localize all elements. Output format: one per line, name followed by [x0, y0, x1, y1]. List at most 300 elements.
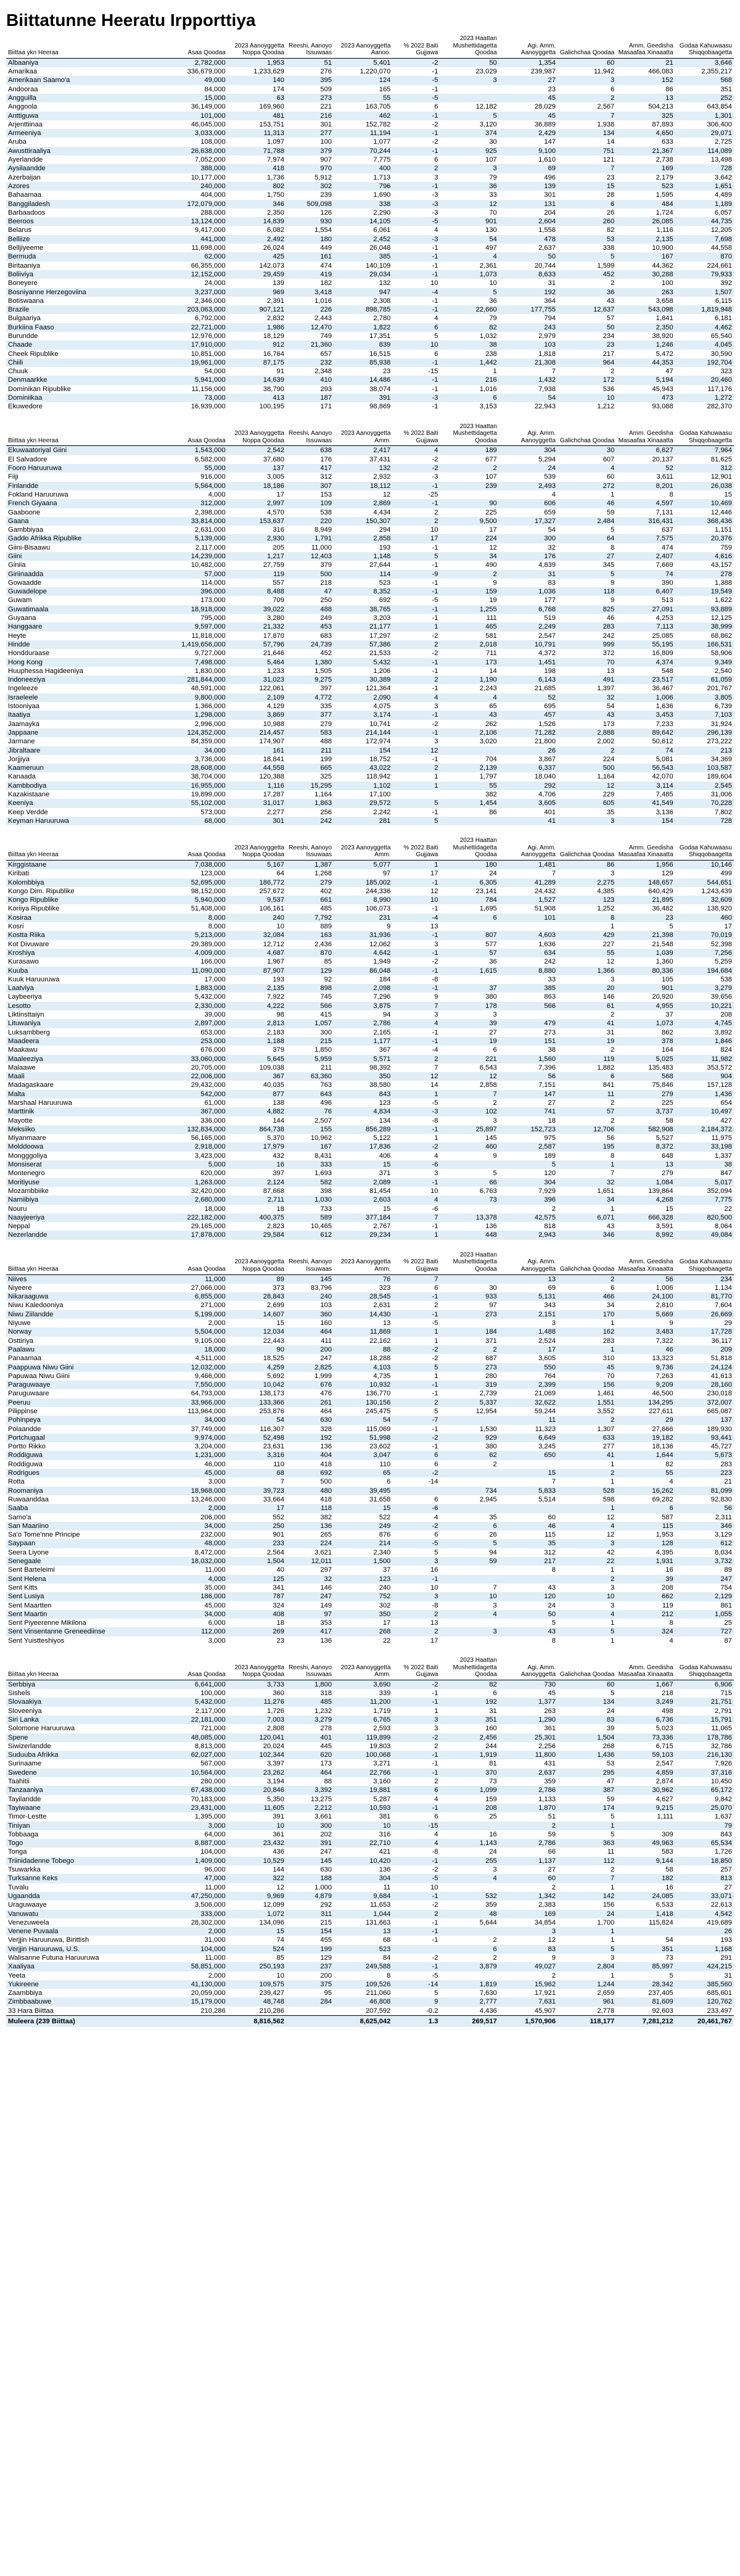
- requests-cell: 5,350: [267, 1795, 284, 1803]
- ratio-cell: 1,999: [314, 1372, 332, 1380]
- responses-cell: 14,430: [369, 1310, 391, 1318]
- baptized-cell: 12: [606, 958, 615, 966]
- publishers-cell: 12: [489, 1073, 497, 1081]
- country-col-header: Biittaa ykn Heeraa: [8, 1671, 59, 1678]
- requests-cell: 2,823: [267, 1223, 284, 1231]
- table-row: [6, 350, 734, 358]
- average-cell: 18,040: [534, 773, 556, 781]
- percent-change-cell: 13: [430, 923, 438, 931]
- memorial-cell: 824: [720, 1046, 732, 1054]
- table-row: [6, 808, 734, 817]
- publishers-cell: 94: [489, 1548, 497, 1556]
- requests-cell: 408: [273, 1610, 284, 1618]
- table-header-row: [6, 836, 734, 860]
- requests-cell: 68: [276, 1469, 284, 1477]
- table-row: [6, 279, 734, 287]
- congregations-cell: 74: [665, 570, 673, 578]
- table-row: [6, 1575, 734, 1583]
- publishers-cell: 2: [493, 1954, 497, 1962]
- ratio-cell: 676: [320, 1381, 332, 1389]
- ratio-cell: 176: [320, 455, 332, 463]
- memorial-cell: 189,930: [707, 1425, 732, 1433]
- population-cell: 15,000: [204, 94, 226, 102]
- country-cell: Siwizerlandde: [8, 1742, 51, 1750]
- percent-change-cell: -1: [432, 905, 438, 913]
- table-row: [6, 1231, 734, 1239]
- baptized-cell: 4: [610, 464, 615, 473]
- publishers-cell: [440, 975, 498, 984]
- congregations-cell: 18,136: [652, 1443, 673, 1451]
- responses-cell: 7,775: [373, 156, 391, 164]
- table-row: [6, 1715, 734, 1724]
- country-cell: Arjenttiinaa: [8, 120, 43, 128]
- responses-cell: 163,705: [365, 103, 391, 111]
- responses-cell: 522: [379, 1513, 391, 1521]
- baptized-cell: 12: [606, 1513, 615, 1521]
- country-cell: Guwatimaala: [8, 605, 49, 613]
- baptized-cell: 28: [606, 191, 615, 199]
- table-row: [6, 1319, 734, 1327]
- responses-cell: 172,974: [365, 738, 391, 746]
- baptized-cell: 1,651: [597, 1187, 615, 1195]
- responses-cell: 31,658: [369, 1495, 391, 1503]
- table-row: [6, 570, 734, 579]
- ratio-cell: 417: [320, 1628, 332, 1636]
- percent-change-cell: 12: [430, 887, 438, 895]
- congregations-cell: 134,295: [648, 1398, 673, 1406]
- congregations-cell: 3,483: [656, 1328, 673, 1336]
- congregations-cell: 582,908: [648, 1125, 673, 1133]
- table-row: [6, 67, 734, 76]
- baptized-cell: 3: [610, 1540, 615, 1548]
- average-cell: 2,256: [538, 1742, 556, 1750]
- congregations-cell: 148,657: [648, 878, 673, 886]
- publishers-cell: 65: [489, 703, 497, 711]
- table-row: [6, 1566, 734, 1574]
- country-cell: Itaatiya: [8, 711, 31, 719]
- memorial-cell: 9,842: [715, 1795, 732, 1803]
- congregations-cell: 7,485: [656, 791, 673, 799]
- memorial-cell: 27: [724, 1883, 732, 1891]
- population-cell: 1,298,000: [194, 711, 226, 719]
- ratio-cell: 293: [320, 385, 332, 393]
- memorial-cell: 20,376: [710, 535, 732, 543]
- ratio-cell: 418: [320, 1460, 332, 1468]
- population-cell: 12,152,000: [191, 270, 226, 278]
- percent-change-cell: 14: [430, 1081, 438, 1089]
- publishers-cell: 27: [489, 1028, 497, 1036]
- population-cell: 2,996,000: [194, 720, 226, 728]
- baptized-cell: 1,504: [597, 1733, 615, 1741]
- responses-cell: 94: [382, 1011, 391, 1019]
- publishers-cell: 2,456: [479, 1733, 497, 1741]
- memorial-cell: 715: [720, 1690, 732, 1698]
- population-cell: 58,851,000: [191, 1963, 226, 1971]
- country-cell: Peeruu: [8, 1398, 31, 1406]
- congregations-cell: 7,263: [656, 1372, 673, 1380]
- congregations-cell: 4,597: [656, 500, 673, 508]
- baptized-cell: 173: [602, 720, 615, 728]
- country-cell: Tuvalu: [8, 1883, 29, 1891]
- percent-change-cell: -2: [432, 138, 438, 146]
- requests-cell: 48,748: [263, 1998, 284, 2006]
- average-cell: 566: [544, 1002, 556, 1010]
- requests-cell: 134,096: [259, 1918, 284, 1926]
- congregations-cell: 8,992: [656, 1231, 673, 1239]
- table-row: [6, 1134, 734, 1142]
- table-row: [6, 922, 734, 931]
- congregations-cell: 44,362: [652, 262, 673, 270]
- requests-col-header: 2023 Aanoyggetta Noppa Qoodaa: [234, 1258, 284, 1273]
- population-cell: 11,698,000: [191, 244, 226, 252]
- country-cell: Monsiserat: [8, 1161, 42, 1169]
- percent-change-cell: 1: [434, 782, 438, 790]
- requests-cell: 20,846: [263, 1786, 284, 1794]
- percent-change-cell: -2: [432, 455, 438, 463]
- population-cell: 1,883,000: [194, 985, 226, 993]
- ratio-cell: 146: [320, 1583, 332, 1591]
- population-cell: 13,246,000: [191, 1495, 226, 1503]
- average-cell: 22,943: [534, 403, 556, 411]
- population-cell: 67,438,000: [191, 1786, 226, 1794]
- responses-cell: 3,174: [373, 711, 391, 719]
- table-row: [6, 658, 734, 667]
- publishers-cell: 208: [485, 1804, 497, 1812]
- table-row: [6, 896, 734, 904]
- publishers-cell: 2,018: [479, 640, 497, 648]
- publishers-cell: 1,099: [479, 1786, 497, 1794]
- average-cell: 4,706: [538, 791, 556, 799]
- percent-change-cell: -2: [432, 1954, 438, 1962]
- average-cell: 539: [544, 473, 556, 481]
- country-cell: Xaaliyaa: [8, 1963, 35, 1971]
- table-row: [6, 605, 734, 614]
- percent-change-cell: 17: [430, 535, 438, 543]
- memorial-cell: 754: [720, 1583, 732, 1591]
- baptized-cell: 123: [602, 896, 615, 904]
- publishers-cell: [440, 85, 498, 94]
- requests-cell: 391: [273, 1813, 284, 1821]
- population-cell: 312,000: [200, 500, 226, 508]
- requests-col-header: 2023 Aanoyggetta Noppa Qoodaa: [234, 42, 284, 57]
- average-cell: 2: [551, 1883, 556, 1891]
- table-row: [6, 1619, 734, 1627]
- percent-change-cell: 1: [434, 1090, 438, 1098]
- population-cell: 1,366,000: [194, 703, 226, 711]
- table-row: [6, 1918, 734, 1927]
- requests-cell: 413: [273, 394, 284, 402]
- country-cell: Kurasawo: [8, 958, 39, 966]
- responses-cell: 31,936: [369, 931, 391, 939]
- percent-change-cell: -3: [432, 473, 438, 481]
- population-cell: 5,199,000: [194, 1310, 226, 1318]
- average-cell: 198: [544, 667, 556, 675]
- average-cell: 115: [545, 1531, 556, 1539]
- percent-change-cell: -2: [432, 1733, 438, 1741]
- memorial-cell: 1,507: [715, 288, 732, 296]
- requests-cell: 418: [273, 165, 284, 173]
- requests-cell: 341: [273, 1583, 284, 1591]
- table-row: [6, 1398, 734, 1407]
- population-col-header: Asaa Qoodaa: [187, 1265, 226, 1273]
- baptized-cell: 605: [602, 799, 615, 807]
- ratio-cell: 249: [320, 614, 332, 622]
- population-cell: 34,000: [204, 1522, 226, 1530]
- population-cell: 5,000: [208, 1161, 226, 1169]
- congregations-cell: 862: [662, 1028, 673, 1036]
- memorial-cell: 1,622: [715, 597, 732, 605]
- memorial-cell: 93,889: [710, 605, 732, 613]
- population-cell: 4,511,000: [195, 1355, 226, 1363]
- memorial-col-header: Godaa Kahuwaasu Shiqqobaagetta: [679, 844, 732, 859]
- country-cell: Azerbaijan: [8, 173, 41, 181]
- responses-cell: 377,184: [365, 1213, 391, 1221]
- baptized-cell: 2: [610, 1469, 615, 1477]
- requests-cell: 301: [273, 817, 284, 825]
- congregations-cell: 5: [669, 923, 673, 931]
- country-cell: Tsuwarkka: [8, 1866, 41, 1874]
- requests-cell: 109,575: [259, 1980, 284, 1988]
- memorial-cell: 306,400: [707, 120, 732, 128]
- memorial-cell: 7,802: [715, 808, 732, 816]
- requests-cell: 2,711: [267, 1196, 284, 1204]
- table-row: [6, 957, 734, 966]
- memorial-cell: 1,651: [715, 182, 732, 190]
- table-row: [6, 543, 734, 552]
- publishers-cell: 6,305: [479, 878, 497, 886]
- ratio-cell: 930: [320, 218, 332, 226]
- table-row: [6, 1416, 734, 1424]
- memorial-cell: 861: [720, 1601, 732, 1609]
- percent-change-cell: 4: [434, 1830, 438, 1838]
- memorial-cell: 79: [724, 1822, 732, 1830]
- memorial-cell: 352,094: [707, 1187, 732, 1195]
- responses-cell: 523: [379, 579, 391, 587]
- requests-cell: 11,313: [263, 130, 284, 138]
- population-cell: 5,504,000: [194, 1328, 226, 1336]
- population-cell: 68,000: [204, 817, 226, 825]
- table-row: [6, 1601, 734, 1610]
- percent-change-col-header: % 2022 Baiti Gujjawa: [403, 430, 438, 444]
- publishers-cell: 273: [485, 1310, 497, 1318]
- average-cell: 431: [544, 1760, 556, 1768]
- publishers-cell: 581: [485, 632, 497, 640]
- average-cell: 3: [551, 1928, 556, 1936]
- percent-change-cell: -2: [432, 59, 438, 67]
- percent-change-cell: 3: [434, 173, 438, 181]
- publishers-cell: 24: [489, 870, 497, 878]
- requests-cell: 18,186: [263, 482, 284, 490]
- average-cell: [499, 1504, 557, 1513]
- table-header-row: [6, 35, 734, 58]
- baptized-cell: 1: [610, 1619, 615, 1627]
- memorial-cell: 2,129: [715, 1593, 732, 1601]
- ratio-cell: 398: [320, 1187, 332, 1195]
- memorial-cell: 1,301: [715, 112, 732, 120]
- publishers-cell: 1,695: [479, 905, 497, 913]
- table-row: [6, 200, 734, 208]
- publishers-cell: 5: [493, 1170, 497, 1178]
- responses-cell: 193: [379, 543, 391, 551]
- country-cell: Roddiguwa: [8, 1460, 43, 1468]
- publishers-cell: 79: [489, 315, 497, 323]
- requests-cell: 436: [273, 1848, 284, 1856]
- memorial-cell: 31,006: [710, 791, 732, 799]
- requests-cell: 12: [276, 1883, 284, 1891]
- memorial-cell: 544,651: [707, 878, 732, 886]
- country-cell: Chuuk: [8, 368, 28, 376]
- country-cell: Hong Kong: [8, 658, 43, 666]
- publishers-cell: 26: [489, 1531, 497, 1539]
- responses-cell: 12: [382, 490, 391, 498]
- congregations-cell: 38,920: [652, 332, 673, 340]
- memorial-cell: 4,616: [715, 553, 732, 560]
- country-cell: Heyte: [8, 632, 27, 640]
- percent-change-cell: -2: [432, 1866, 438, 1874]
- baptized-cell: 42: [606, 1548, 615, 1556]
- publishers-cell: 370: [485, 1769, 497, 1777]
- ratio-cell: 2,507: [314, 1117, 332, 1125]
- memorial-cell: 1,272: [715, 394, 732, 402]
- congregations-cell: 8: [669, 490, 673, 498]
- memorial-cell: 665,087: [707, 1407, 732, 1415]
- memorial-cell: 30,590: [710, 350, 732, 358]
- congregations-cell: [616, 1822, 675, 1830]
- average-cell: 634: [544, 949, 556, 957]
- ratio-cell: 5,959: [314, 1055, 332, 1063]
- congregations-cell: 1,073: [656, 1020, 673, 1028]
- publishers-cell: 1,454: [479, 799, 497, 807]
- baptized-cell: 260: [602, 218, 615, 226]
- responses-cell: 98,392: [369, 1063, 391, 1071]
- publishers-cell: 6: [493, 1046, 497, 1054]
- percent-change-cell: -1: [432, 253, 438, 261]
- responses-cell: 692: [379, 597, 391, 605]
- memorial-cell: 7,775: [715, 1196, 732, 1204]
- requests-cell: 2,832: [267, 315, 284, 323]
- memorial-cell: 612: [720, 1540, 732, 1548]
- publishers-cell: 12: [489, 200, 497, 208]
- memorial-cell: 70,019: [710, 931, 732, 939]
- requests-cell: 250: [273, 1522, 284, 1530]
- average-cell: 176: [544, 553, 556, 560]
- baptized-cell: 12,637: [593, 306, 615, 314]
- publishers-cell: 24: [489, 1848, 497, 1856]
- memorial-cell: 89: [724, 1566, 732, 1574]
- population-cell: 114,000: [201, 579, 226, 587]
- report-tables: [6, 35, 734, 2027]
- average-cell: 7,631: [538, 1998, 556, 2006]
- table-row: [6, 402, 734, 411]
- requests-cell: 322: [273, 1875, 284, 1883]
- requests-cell: 11,276: [263, 1698, 284, 1706]
- population-cell: 62,027,000: [191, 1751, 226, 1759]
- responses-cell: 245,475: [365, 1407, 391, 1415]
- memorial-cell: 192,704: [707, 358, 732, 366]
- population-cell: 11,000: [205, 1566, 226, 1574]
- responses-cell: 947: [379, 288, 391, 296]
- country-cell: Andooraa: [8, 85, 38, 93]
- ratio-cell: 335: [320, 703, 332, 711]
- ratio-cell: 136: [320, 1637, 332, 1645]
- requests-cell: 153,637: [259, 517, 284, 525]
- requests-cell: 1,072: [267, 1910, 284, 1918]
- ratio-col-header: Reeshi, Aanoyo Issuwaas: [289, 430, 332, 444]
- country-cell: Venezuweela: [8, 1918, 49, 1926]
- country-cell: Marshaal Haruuruwa: [8, 1099, 72, 1107]
- requests-cell: 557: [273, 579, 284, 587]
- memorial-cell: 213: [720, 746, 732, 754]
- baptized-cell: 156: [602, 1901, 615, 1909]
- population-cell: 653,000: [200, 1028, 226, 1036]
- baptized-cell: 4: [610, 1610, 615, 1618]
- memorial-cell: 2,184,372: [701, 1125, 732, 1133]
- population-cell: 2,000: [208, 1319, 226, 1327]
- responses-cell: 106,073: [365, 905, 391, 913]
- table-row: [6, 949, 734, 957]
- population-col-header: Asaa Qoodaa: [187, 437, 226, 444]
- average-cell: 11,800: [535, 1751, 556, 1759]
- ratio-cell: 279: [320, 878, 332, 886]
- publishers-cell: 48: [489, 1910, 497, 1918]
- country-cell: Roomaniya: [8, 1487, 43, 1495]
- average-cell: 60: [548, 1875, 556, 1883]
- congregations-cell: 227,611: [649, 1407, 673, 1415]
- table-row: [6, 914, 734, 922]
- table-row: [6, 270, 734, 279]
- requests-cell: 432: [273, 1152, 284, 1160]
- country-cell: Malaawe: [8, 1063, 36, 1071]
- country-cell: Triinidadenne Tobego: [8, 1857, 74, 1865]
- publishers-cell: 382: [485, 791, 497, 799]
- percent-change-cell: 9: [434, 1998, 438, 2006]
- baptized-cell: 2,804: [597, 1963, 615, 1971]
- table-row: [6, 1487, 734, 1495]
- ratio-cell: 199: [320, 755, 332, 763]
- memorial-cell: 4,462: [715, 323, 732, 331]
- responses-cell: 15: [382, 1161, 391, 1169]
- total-average-cell: 1,570,906: [525, 2018, 556, 2026]
- memorial-cell: 2,540: [715, 667, 732, 675]
- publishers-col-header: 2023 Haattan Mushettidagetta Qoodaa: [453, 837, 497, 859]
- population-cell: 5,432,000: [194, 993, 226, 1001]
- publishers-cell: 3: [493, 1601, 497, 1609]
- table-row: [6, 1213, 734, 1222]
- responses-cell: 268: [379, 1628, 391, 1636]
- table-row: [6, 772, 734, 781]
- ratio-cell: 665: [320, 764, 332, 772]
- population-cell: 55,000: [204, 464, 226, 473]
- publishers-cell: 3,120: [479, 120, 497, 128]
- population-cell: 33,814,000: [191, 517, 226, 525]
- percent-change-cell: 10: [430, 526, 438, 534]
- memorial-col-header: Godaa Kahuwaasu Shiqqobaagetta: [679, 430, 732, 444]
- baptized-cell: 346: [602, 1231, 615, 1239]
- congregations-cell: 37: [665, 1011, 673, 1019]
- publishers-cell: 159: [485, 588, 497, 596]
- publishers-cell: 5,337: [479, 1398, 497, 1406]
- publishers-cell: 7: [493, 1090, 497, 1098]
- publishers-cell: 380: [485, 993, 497, 1001]
- requests-cell: 138: [273, 1099, 284, 1107]
- average-cell: 9,100: [538, 147, 556, 155]
- percent-change-cell: 13: [430, 1619, 438, 1627]
- ratio-cell: 311: [321, 1910, 332, 1918]
- publishers-cell: 178: [485, 1002, 497, 1010]
- table-row: [6, 1883, 734, 1892]
- publishers-cell: 901: [485, 218, 497, 226]
- population-cell: 45,000: [204, 1601, 226, 1609]
